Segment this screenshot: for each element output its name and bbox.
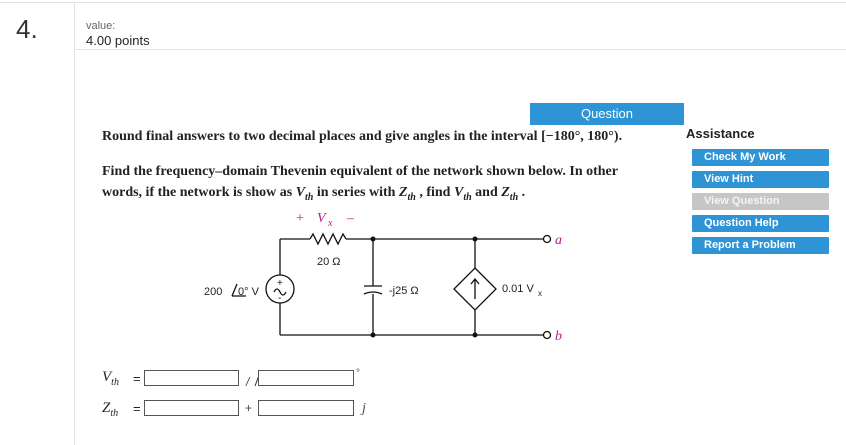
- view-question-button: View Question: [692, 193, 829, 210]
- vth-angle-input[interactable]: [258, 370, 354, 386]
- zth-imag-input[interactable]: [258, 400, 354, 416]
- problem-line-1: Find the frequency–domain Thevenin equivalent of the network shown below. In other: [102, 164, 618, 179]
- vth-subscript: th: [111, 377, 119, 388]
- vth-symbol: V: [453, 185, 464, 200]
- view-hint-button[interactable]: View Hint: [692, 171, 829, 188]
- degree-symbol: °: [356, 368, 360, 379]
- node-dot: [473, 237, 478, 242]
- vx-plus: +: [296, 211, 304, 226]
- dependent-source-subscript: x: [538, 289, 542, 298]
- vx-symbol: V: [317, 211, 326, 226]
- source-angle: 0° V: [238, 286, 259, 298]
- problem-text: , find: [415, 185, 454, 200]
- instruction-line: Round final answers to two decimal places and give angles in the interval [−180°, 180°).: [102, 129, 623, 144]
- equals-sign: =: [133, 401, 141, 416]
- zth-subscript: th: [110, 408, 119, 419]
- zth-symbol: Z: [501, 185, 510, 200]
- zth-symbol: Z: [102, 400, 111, 416]
- source-magnitude: 200: [204, 286, 223, 298]
- dependent-source-label: 0.01 V: [502, 283, 534, 295]
- zth-subscript: th: [407, 192, 416, 203]
- tab-question[interactable]: Question: [530, 103, 684, 125]
- question-number: 4.: [16, 14, 38, 44]
- problem-text: in series with: [313, 185, 399, 200]
- value-points: 4.00 points: [86, 33, 150, 48]
- terminal-a: [544, 236, 551, 243]
- arrow-up-icon: [471, 279, 479, 299]
- equals-sign: =: [133, 371, 141, 386]
- check-my-work-button[interactable]: Check My Work: [692, 149, 829, 166]
- capacitor-label: -j25 Ω: [389, 285, 419, 297]
- vx-subscript: x: [328, 218, 333, 229]
- problem-text: and: [471, 185, 502, 200]
- vth-magnitude-input[interactable]: [144, 370, 239, 386]
- question-help-button[interactable]: Question Help: [692, 215, 829, 232]
- node-dot: [473, 333, 478, 338]
- resistor-symbol: [310, 234, 346, 244]
- source-minus-sign: -: [278, 293, 282, 304]
- zth-subscript: th: [509, 192, 519, 203]
- node-b-label: b: [555, 329, 562, 344]
- problem-text: .: [518, 185, 526, 200]
- vth-subscript: th: [463, 192, 472, 203]
- node-dot: [371, 333, 376, 338]
- plus-sign: +: [245, 401, 253, 415]
- vx-minus: –: [347, 211, 354, 226]
- problem-text: words, if the network is show as: [102, 185, 296, 200]
- assistance-title: Assistance: [686, 126, 755, 141]
- vth-symbol: V: [295, 185, 306, 200]
- node-dot: [371, 237, 376, 242]
- value-label: value:: [86, 20, 116, 32]
- j-symbol: j: [362, 401, 366, 416]
- vth-answer-label: [102, 369, 119, 386]
- report-problem-button[interactable]: Report a Problem: [692, 237, 829, 254]
- resistor-label: 20 Ω: [317, 256, 341, 268]
- zth-real-input[interactable]: [144, 400, 239, 416]
- node-a-label: a: [555, 233, 562, 248]
- capacitor-plate: [364, 292, 382, 294]
- vth-subscript: th: [305, 192, 314, 203]
- terminal-b: [544, 332, 551, 339]
- source-plus-sign: +: [277, 278, 283, 289]
- angle-separator: /: [246, 375, 250, 389]
- zth-symbol: Z: [398, 185, 408, 200]
- vth-symbol: V: [102, 369, 112, 385]
- zth-answer-label: [102, 400, 118, 417]
